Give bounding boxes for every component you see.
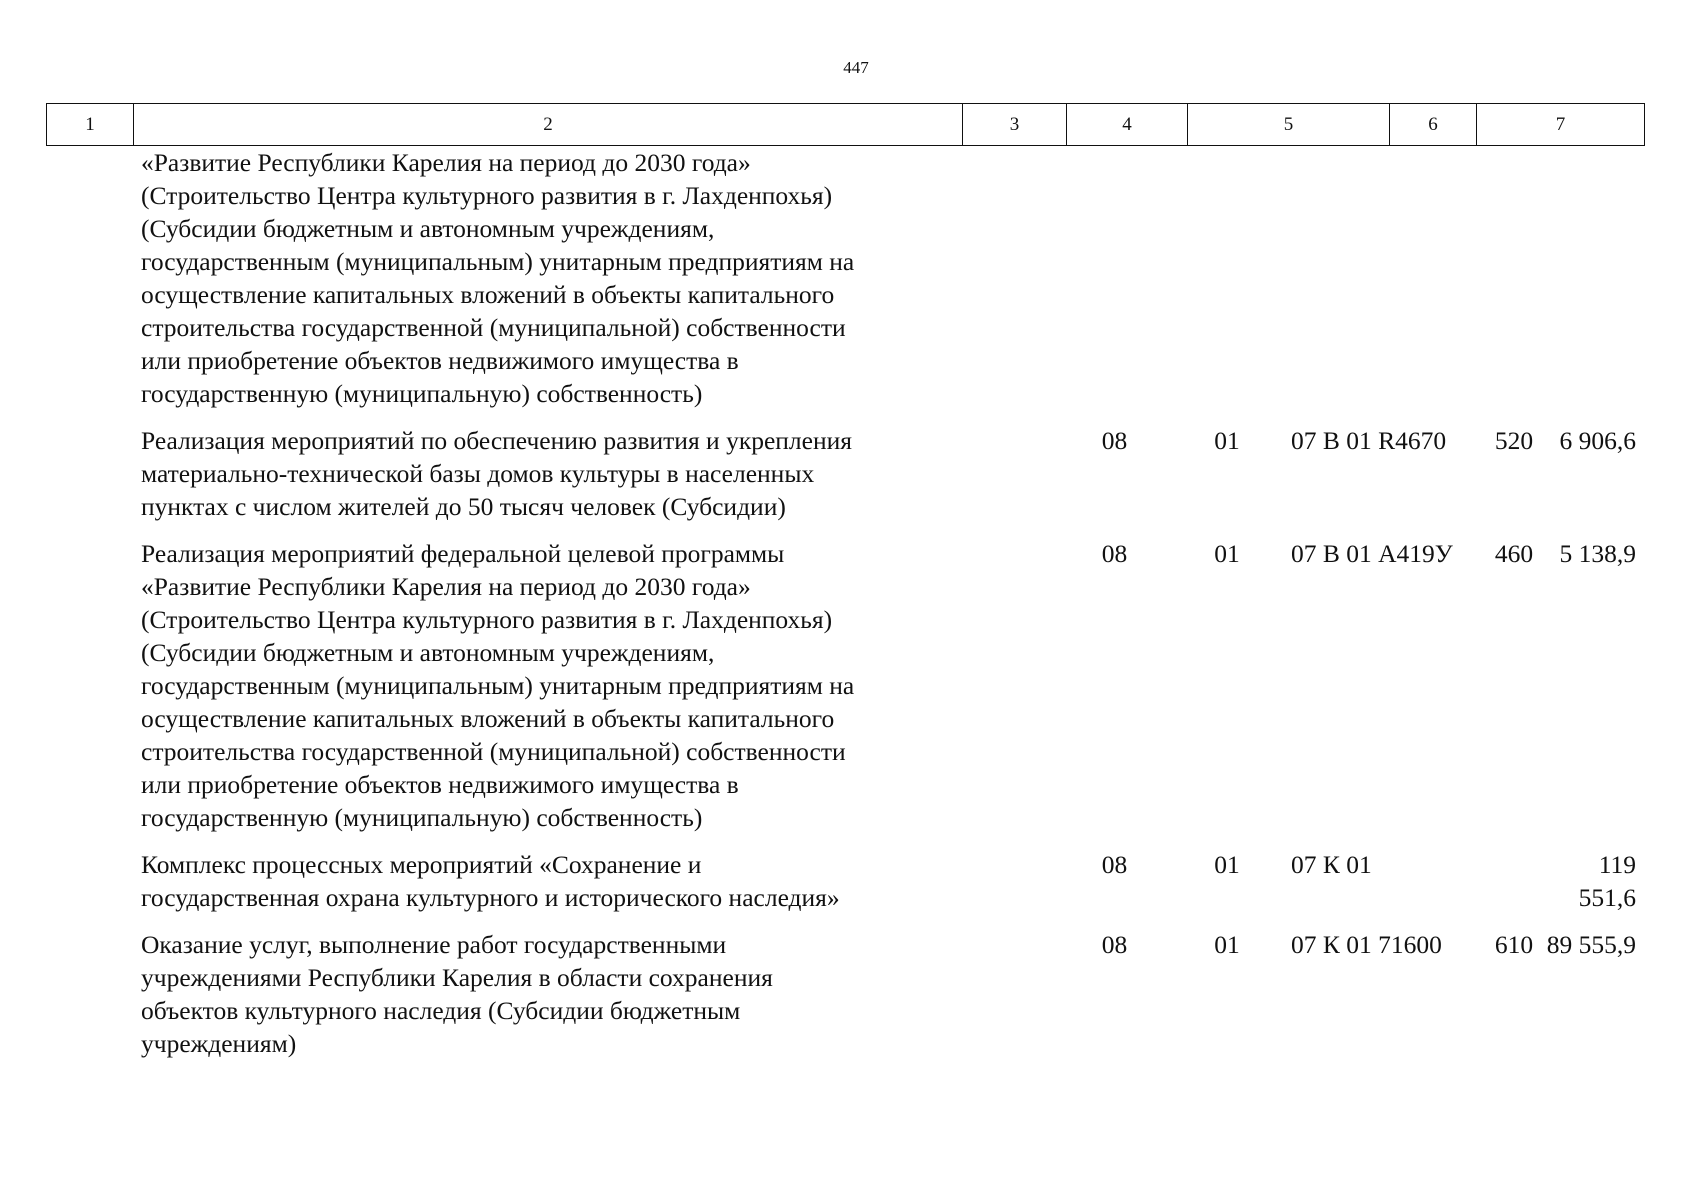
row-expense-type: 460 (1494, 539, 1534, 568)
table-row (46, 537, 1644, 848)
row-amount: 89 555,9 (1546, 930, 1636, 959)
row-description: Комплекс процессных мероприятий «Сохранение и государственная охрана культурного и исторического наследия» (141, 850, 840, 912)
row-expense-type: 610 (1494, 930, 1534, 959)
row-expense-type: 520 (1494, 426, 1534, 455)
row-section: 08 (1101, 426, 1128, 455)
table-row (46, 146, 1644, 424)
row-section: 08 (1101, 850, 1128, 879)
row-section: 08 (1101, 930, 1128, 959)
table-row (46, 928, 1644, 1074)
row-target-article: 07 К 01 71600 (1291, 930, 1442, 959)
row-description: Оказание услуг, выполнение работ государственными учреждениями Республики Карелия в области сохранения объектов культурного наследия (Субсидии бюджетным учреждениям) (141, 930, 773, 1058)
row-target-article: 07 В 01 R4670 (1291, 426, 1447, 455)
row-amount (1544, 146, 1644, 424)
row-description: Реализация мероприятий федеральной целевой программы «Развитие Республики Карелия на период до 2030 года» (Строительство Центра культурного развития в г. Лахденпохья) (Субсидии бюджетным и автономным учреждениям, государственным (муниципальным) унитарным предприятиям на осуществление капитальных вложений в объекты капитального строительства государственной (муниципальной) собственности или приобретение объектов недвижимого имущества в государственную (муниципальную) собственность) (141, 539, 855, 832)
header-col-2: 2 (134, 104, 963, 146)
header-col-4: 4 (1067, 104, 1188, 146)
row-target-article (1282, 146, 1484, 424)
row-subsection: 01 (1214, 850, 1240, 879)
table-row (46, 424, 1644, 537)
header-col-6: 6 (1390, 104, 1477, 146)
header-col-3: 3 (963, 104, 1067, 146)
header-col-7: 7 (1477, 104, 1645, 146)
row-subsection: 01 (1214, 539, 1240, 568)
row-amount: 6 906,6 (1559, 426, 1636, 455)
row-expense-type (1484, 848, 1544, 928)
page-number: 447 (843, 58, 869, 77)
row-amount: 119 551,6 (1578, 850, 1636, 912)
column-number-header (46, 103, 1645, 146)
row-subsection (1172, 146, 1282, 424)
budget-table (46, 146, 1644, 1074)
row-target-article: 07 В 01 А419У (1291, 539, 1453, 568)
header-col-1: 1 (47, 104, 134, 146)
row-section: 08 (1101, 539, 1128, 568)
row-section (1057, 146, 1172, 424)
row-target-article: 07 К 01 (1291, 850, 1372, 879)
row-expense-type (1484, 146, 1544, 424)
row-description: «Развитие Республики Карелия на период до 2030 года» (Строительство Центра культурного развития в г. Лахденпохья) (Субсидии бюджетным и автономным учреждениям, государственным (муниципальным) унитарным предприятиям на осуществление капитальных вложений в объекты капитального строительства государственной (муниципальной) собственности или приобретение объектов недвижимого имущества в государственную (муниципальную) собственность) (141, 148, 855, 408)
header-col-5: 5 (1188, 104, 1390, 146)
header-row (47, 104, 1645, 146)
row-subsection: 01 (1214, 930, 1240, 959)
row-amount: 5 138,9 (1559, 539, 1636, 568)
row-description: Реализация мероприятий по обеспечению развития и укрепления материально-технической базы домов культуры в населенных пунктах с числом жителей до 50 тысяч человек (Субсидии) (141, 426, 852, 521)
row-subsection: 01 (1214, 426, 1240, 455)
table-row (46, 848, 1644, 928)
